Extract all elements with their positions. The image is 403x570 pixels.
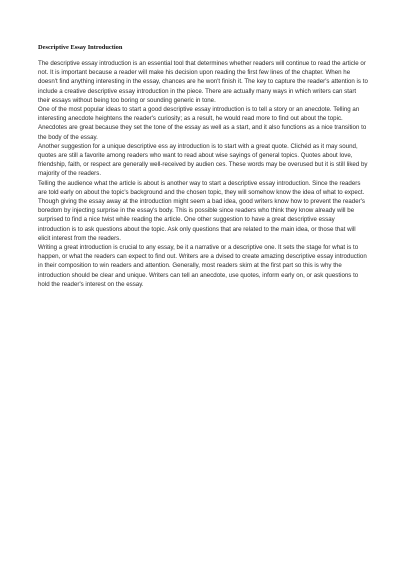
paragraph-2: One of the most popular ideas to start a good descriptive essay introduction is to tell a story or an anecdote. Telling an interesting anecdote heightens the reader's curiosity; as a result, he would read more to find out about the topic. Anecdotes are great because they set the tone of the essay as well as a start, and it also functions as a nice transition to the body of the essay.	[38, 106, 367, 141]
document-body	[38, 44, 368, 289]
paragraph-5: Writing a great introduction is crucial to any essay, be it a narrative or a descriptive one. It sets the stage for what is to happen, or what the readers can expect to find out. Writers are a dvised to create amazing descriptive essay introduction in their composition to win readers and attention. Generally, most readers skim at the first part so this is why the introduction should be clear and unique. Writers can tell an anecdote, use quotes, inform early on, or ask questions to hold the reader's interest on the essay.	[38, 244, 367, 288]
paragraph-3: Another suggestion for a unique descriptive ess ay introduction is to start with a great quote. Clichéd as it may sound, quotes are still a favorite among readers who want to read about wise sayings of general topics. Quotes about love, friendship, faith, or respect are generally well-received by audien ces. These words may be overused but it is still liked by majority of the readers.	[38, 142, 368, 178]
paragraph-1: The descriptive essay introduction is an essential tool that determines whether readers will continue to read the article or not. It is important because a reader will make his decision upon reading the first few lines of the chapter. When he doesn't find anything interesting in the essay, chances are he won't finish it. The key to capture the reader's attention is to include a creative descriptive essay introduction in the piece. There are actually many ways in which writers can start their essays without being too boring or sounding generic in tone.	[38, 60, 368, 104]
document-title: Descriptive Essay Introduction	[38, 44, 123, 51]
paragraph-4: Telling the audience what the article is about is another way to start a descriptive essay introduction. Since the readers are told early on about the topic's background and the chosen topic, they will somehow know the idea of what to expect. Though giving the essay away at the introduction might seem a bad idea, good writers know how to prevent the reader's boredom by injecting surprise in the essay's body. This is possible since readers who think they know already will be surprised to find a nice twist while reading the article. One other suggestion to have a great descriptive essay introduction is to ask questions about the topic. Ask only questions that are related to the main idea, or those that will elicit interest from the readers.	[38, 179, 365, 242]
